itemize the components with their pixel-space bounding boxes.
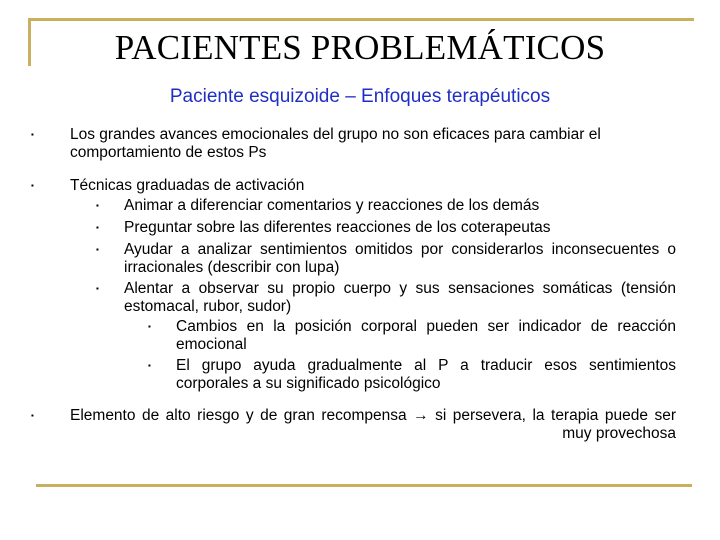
bullet-2-4: Alentar a observar su propio cuerpo y sus sensaciones somáticas (tensión estomacal, rubor, sudor): [124, 280, 676, 315]
sub-bullet-marker: ▪: [96, 223, 99, 232]
slide-title: PACIENTES PROBLEMÁTICOS: [114, 28, 606, 67]
sub-bullet-marker: ▪: [96, 284, 99, 293]
bullet-1: Los grandes avances emocionales del grupo no son eficaces para cambiar el comportamiento de estos Ps: [70, 126, 601, 161]
bullet-marker: ▪: [31, 130, 34, 139]
bullet-2: Técnicas graduadas de activación: [70, 177, 305, 194]
bullet-2-1: Animar a diferenciar comentarios y reacciones de los demás: [124, 197, 540, 214]
sub-bullet-marker: ▪: [96, 245, 99, 254]
bullet-marker: ▪: [31, 411, 34, 420]
sub-bullet-marker: ▪: [96, 201, 99, 210]
bullet-2-4-2: El grupo ayuda gradualmente al P a traducir esos sentimientos corporales a su significado psicológico: [176, 357, 676, 392]
accent-line-top: [28, 18, 694, 21]
bullet-marker: ▪: [31, 181, 34, 190]
bullet-2-4-1: Cambios en la posición corporal pueden ser indicador de reacción emocional: [176, 318, 676, 353]
bullet-2-2: Preguntar sobre las diferentes reacciones de los coterapeutas: [124, 219, 551, 236]
accent-line-bottom: [36, 484, 692, 487]
slide-subtitle: Paciente esquizoide – Enfoques terapéuticos: [169, 86, 551, 107]
sub-sub-bullet-marker: ▪: [148, 361, 151, 370]
sub-sub-bullet-marker: ▪: [148, 322, 151, 331]
bullet-3: Elemento de alto riesgo y de gran recompensa → si persevera, la terapia puede ser muy provechosa: [70, 407, 676, 442]
bullet-2-3: Ayudar a analizar sentimientos omitidos por considerarlos inconsecuentes o irracionales (describir con lupa): [124, 241, 676, 276]
